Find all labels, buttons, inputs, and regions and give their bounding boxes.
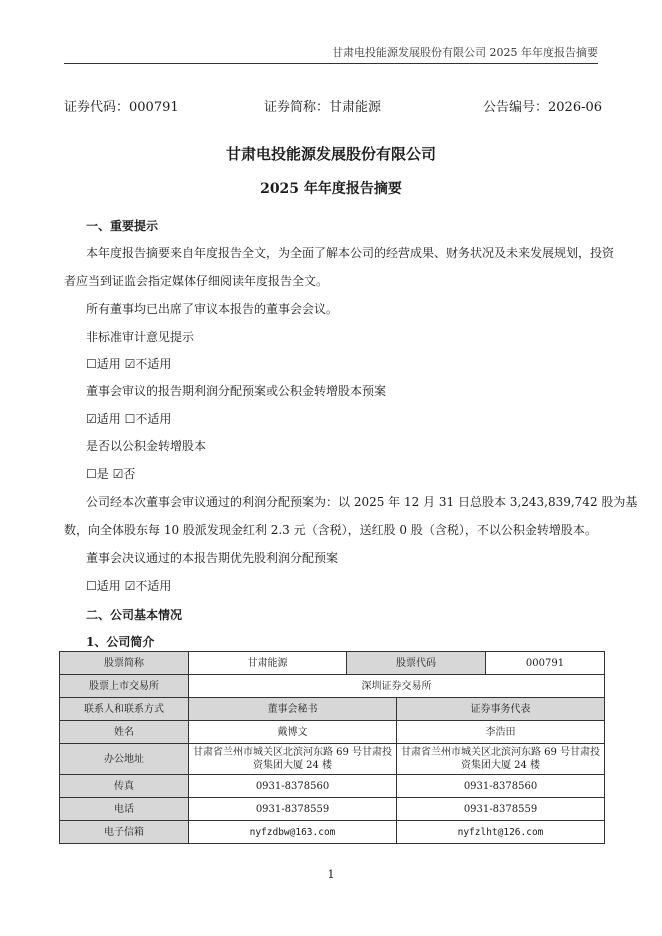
profit-distribution-options: ☑适用 ☐不适用 — [86, 412, 172, 426]
table-row — [60, 798, 605, 821]
stock-name-value: 甘肃能源 — [189, 652, 347, 675]
paragraph-dividend-plan-line1: 公司经本次董事会审议通过的利润分配预案为：以 2025 年 12 月 31 日总股本 3,243,839,742 股为基 — [86, 495, 638, 509]
stock-code: 证券代码：000791 — [64, 100, 179, 115]
phone-label: 电话 — [60, 798, 189, 821]
report-title: 2025 年年度报告摘要 — [260, 181, 402, 197]
preferred-dividend-options: ☐适用 ☑不适用 — [86, 579, 172, 593]
name-label: 姓名 — [60, 721, 189, 744]
table-row — [60, 698, 605, 721]
secretary-fax: 0931-8378560 — [189, 775, 397, 798]
table-row — [60, 652, 605, 675]
notice-number: 公告编号：2026-06 — [483, 100, 603, 115]
section-company-basic: 二、公司基本情况 — [86, 608, 183, 622]
audit-opinion-options: ☐适用 ☑不适用 — [86, 357, 172, 371]
running-header: 甘肃电投能源发展股份有限公司 2025 年年度报告摘要 — [64, 44, 598, 64]
representative-header: 证券事务代表 — [397, 698, 605, 721]
fax-label: 传真 — [60, 775, 189, 798]
secretary-phone: 0931-8378559 — [189, 798, 397, 821]
representative-fax: 0931-8378560 — [397, 775, 605, 798]
capital-reserve-options: ☐是 ☑否 — [86, 467, 136, 481]
paragraph-dividend-plan-line2: 数，向全体股东每 10 股派发现金红利 2.3 元（含税），送红股 0 股（含税），不以公积金转增股本。 — [64, 523, 597, 537]
secretary-header: 董事会秘书 — [189, 698, 397, 721]
table-row — [60, 775, 605, 798]
representative-email: nyfzlht@126.com — [397, 821, 605, 844]
contact-label: 联系人和联系方式 — [60, 698, 189, 721]
paragraph-summary-line1: 本年度报告摘要来自年度报告全文，为全面了解本公司的经营成果、财务状况及未来发展规划，投资 — [86, 246, 615, 260]
subsection-company-profile: 1、公司简介 — [86, 635, 155, 649]
stock-short-name: 证券简称：甘肃能源 — [264, 100, 382, 115]
representative-address: 甘肃省兰州市城关区北滨河东路 69 号甘肃投资集团大厦 24 楼 — [397, 744, 605, 775]
email-label: 电子信箱 — [60, 821, 189, 844]
exchange-label: 股票上市交易所 — [60, 675, 189, 698]
stock-name-label: 股票简称 — [60, 652, 189, 675]
stock-code-value: 000791 — [486, 652, 605, 675]
table-row — [60, 744, 605, 775]
paragraph-audit-opinion: 非标准审计意见提示 — [86, 330, 195, 344]
secretary-address: 甘肃省兰州市城关区北滨河东路 69 号甘肃投资集团大厦 24 楼 — [189, 744, 397, 775]
paragraph-summary-line2: 者应当到证监会指定媒体仔细阅读年度报告全文。 — [64, 274, 329, 288]
company-title: 甘肃电投能源发展股份有限公司 — [225, 145, 436, 163]
table-row — [60, 675, 605, 698]
secretary-email: nyfzdbw@163.com — [189, 821, 397, 844]
secretary-name: 戴博文 — [189, 721, 397, 744]
section-important-notice: 一、重要提示 — [86, 219, 159, 233]
exchange-value: 深圳证券交易所 — [189, 675, 605, 698]
paragraph-capital-reserve: 是否以公积金转增股本 — [86, 439, 207, 453]
stock-code-label: 股票代码 — [347, 652, 486, 675]
representative-name: 李浩田 — [397, 721, 605, 744]
paragraph-directors-attendance: 所有董事均已出席了审议本报告的董事会会议。 — [86, 302, 339, 316]
paragraph-profit-distribution: 董事会审议的报告期利润分配预案或公积金转增股本预案 — [86, 384, 387, 398]
table-row — [60, 721, 605, 744]
table-row — [60, 821, 605, 844]
representative-phone: 0931-8378559 — [397, 798, 605, 821]
company-profile-table — [59, 651, 605, 844]
page-number: 1 — [327, 868, 335, 881]
address-label: 办公地址 — [60, 744, 189, 775]
paragraph-preferred-dividend: 董事会决议通过的本报告期优先股利润分配预案 — [86, 551, 339, 565]
